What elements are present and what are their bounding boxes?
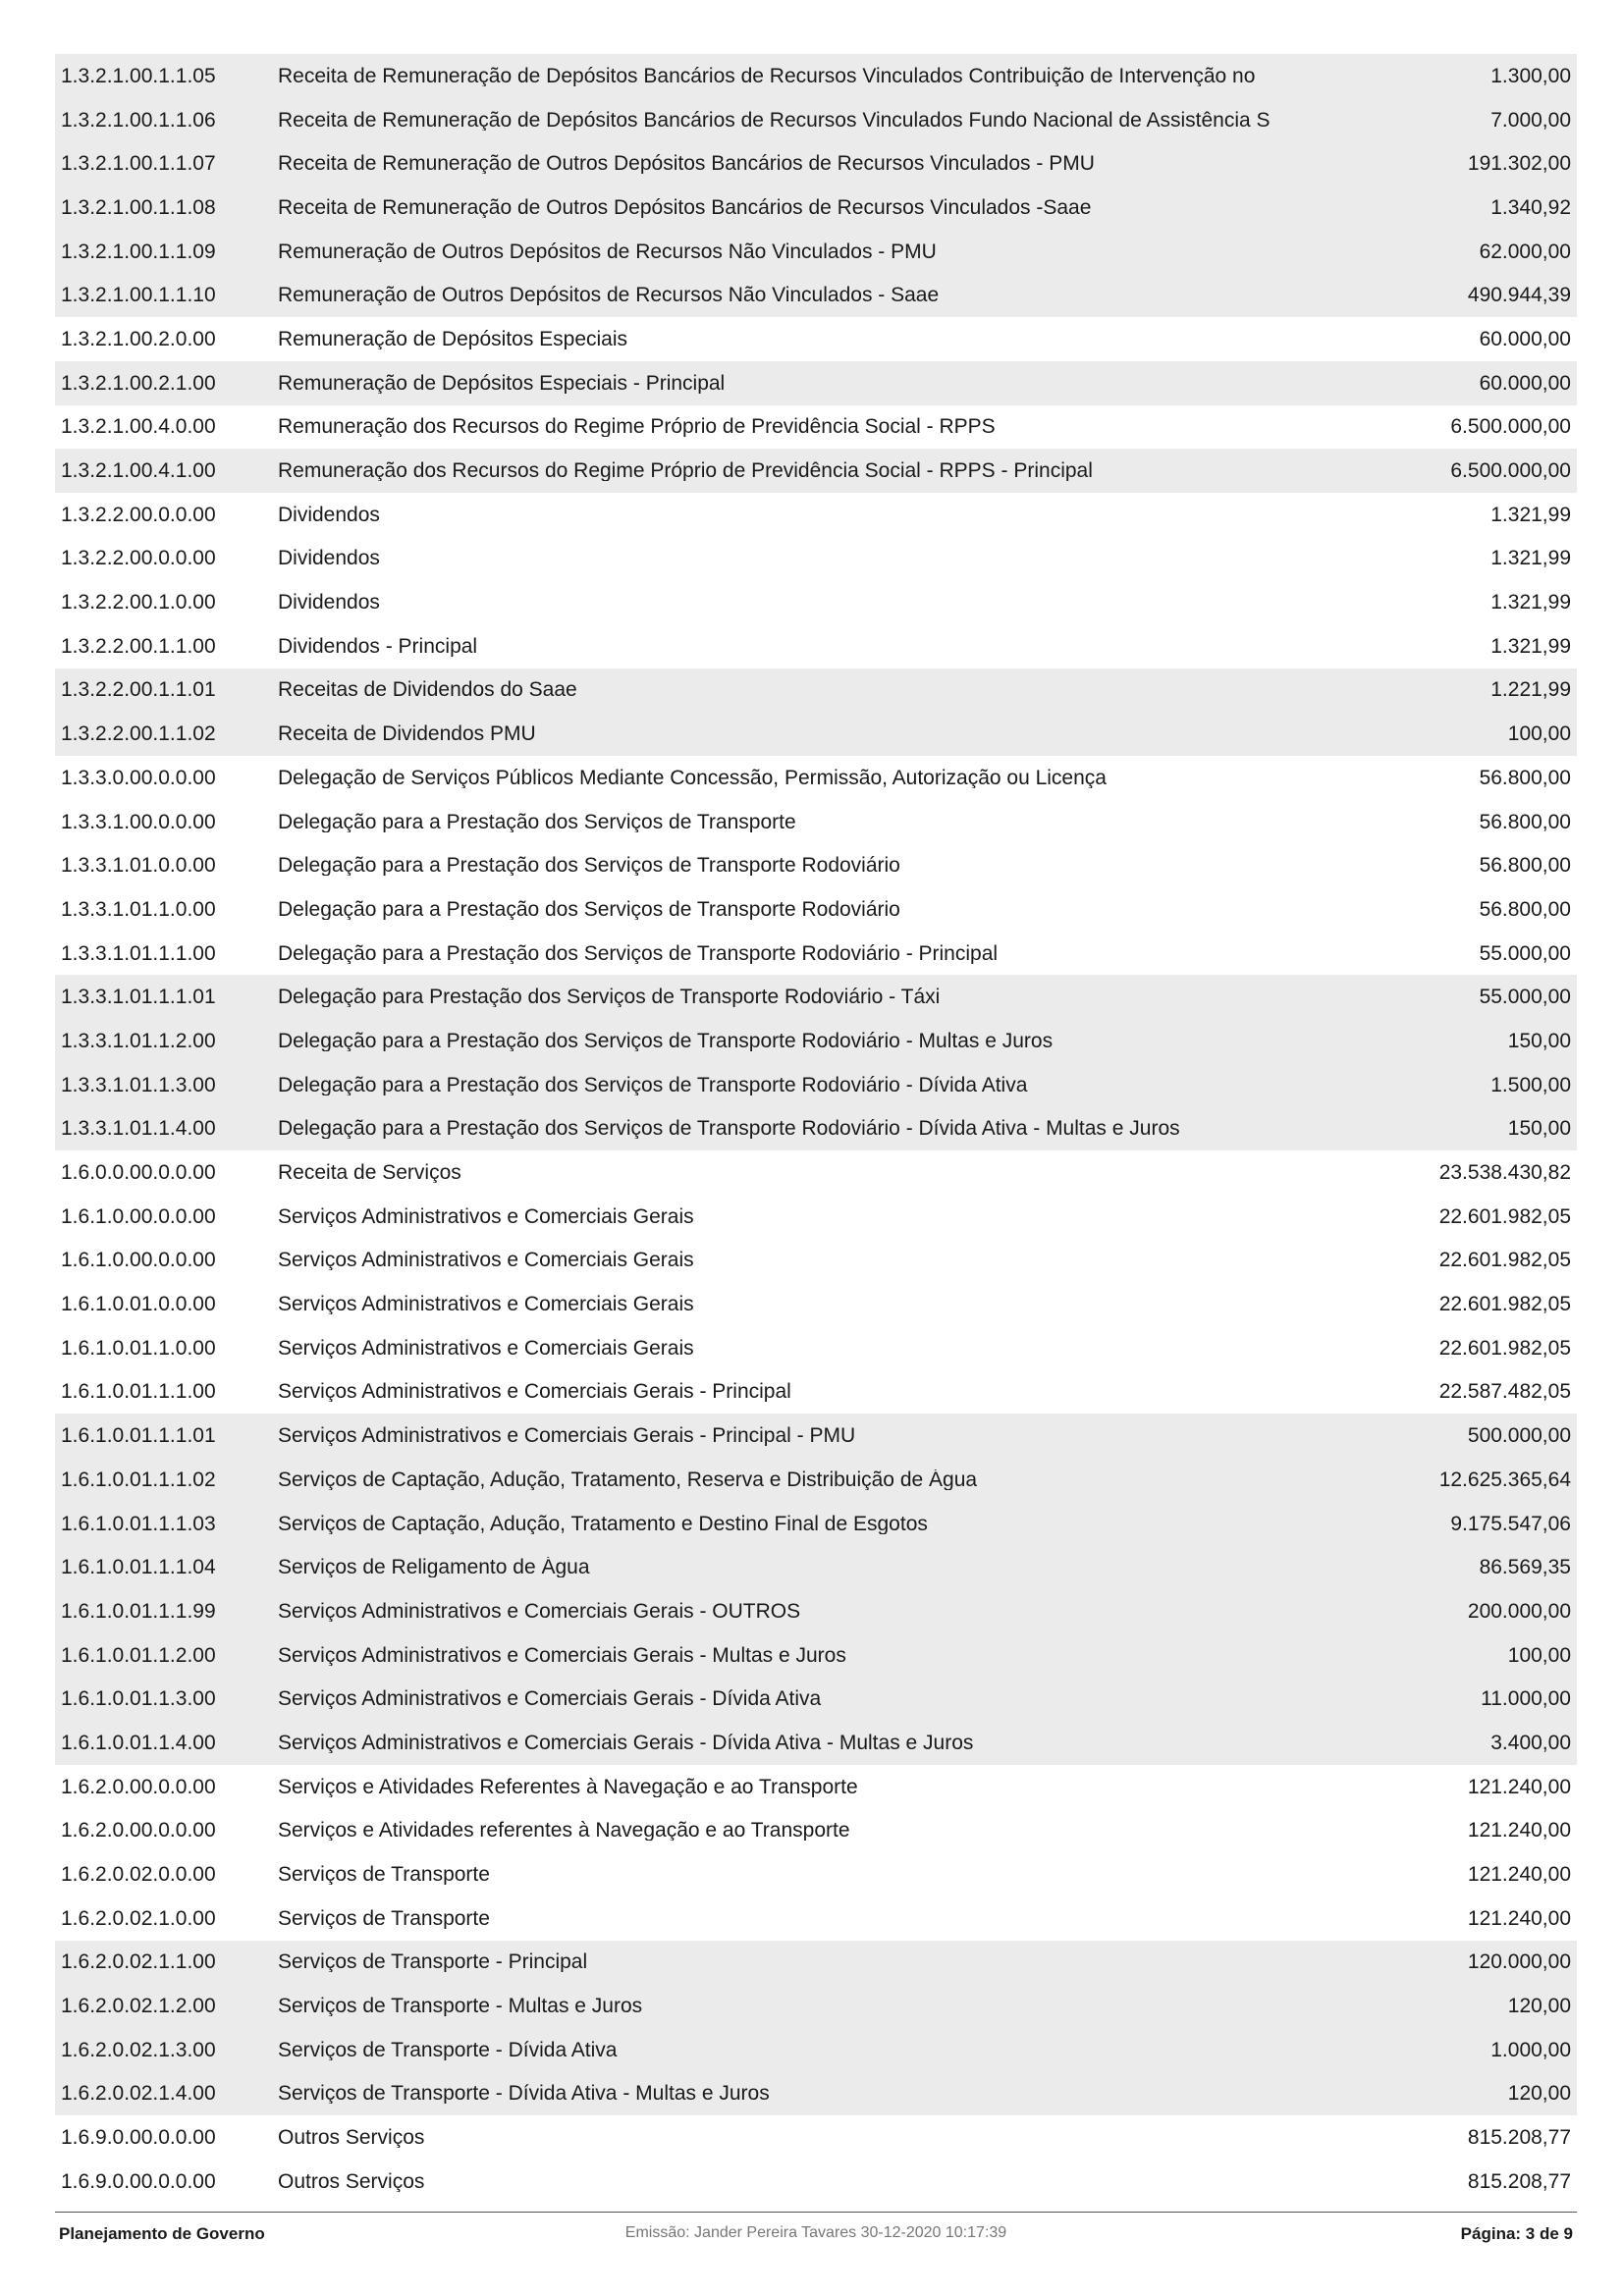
account-code: 1.3.3.1.01.1.0.00: [61, 897, 216, 921]
table-row: [55, 273, 1577, 317]
account-description: Serviços Administrativos e Comerciais Gerais: [278, 1337, 694, 1359]
account-value: 120,00: [1507, 1995, 1571, 2018]
account-description: Serviços de Transporte - Dívida Ativa: [278, 2039, 618, 2060]
table-row: [55, 975, 1577, 1019]
account-value: 1.321,99: [1490, 503, 1571, 526]
account-value: 1.500,00: [1490, 1073, 1571, 1096]
page-footer: [55, 2224, 1577, 2248]
account-code: 1.6.1.0.01.1.1.03: [61, 1512, 216, 1535]
account-code: 1.3.2.2.00.1.1.01: [61, 678, 216, 702]
account-value: 1.000,00: [1490, 2038, 1571, 2061]
account-description: Delegação para a Prestação dos Serviços de Transporte Rodoviário: [278, 898, 900, 920]
table-row: [55, 1896, 1577, 1941]
account-code: 1.3.2.1.00.2.1.00: [61, 371, 216, 395]
account-code: 1.6.2.0.00.0.0.00: [61, 1775, 216, 1798]
table-row: [55, 1195, 1577, 1239]
account-value: 60.000,00: [1479, 371, 1571, 395]
table-row: [55, 1414, 1577, 1458]
table-row: [55, 1809, 1577, 1853]
account-value: 191.302,00: [1467, 152, 1571, 176]
account-value: 121.240,00: [1467, 1863, 1571, 1887]
account-value: 500.000,00: [1467, 1424, 1571, 1448]
account-description: Serviços de Religamento de Água: [278, 1557, 590, 1578]
account-value: 22.601.982,05: [1438, 1336, 1571, 1360]
table-row: [55, 98, 1577, 142]
account-value: 6.500.000,00: [1450, 415, 1571, 439]
account-value: 1.321,99: [1490, 547, 1571, 570]
account-code: 1.3.2.2.00.0.0.00: [61, 503, 216, 526]
account-description: Outros Serviços: [278, 2170, 425, 2192]
account-value: 100,00: [1507, 722, 1571, 746]
table-row: [55, 1852, 1577, 1896]
account-value: 150,00: [1507, 1029, 1571, 1052]
account-description: Remuneração dos Recursos do Regime Próprio de Previdência Social - RPPS: [278, 416, 996, 438]
account-code: 1.6.1.0.01.1.1.99: [61, 1599, 216, 1623]
revenue-table: [55, 54, 1577, 2204]
account-value: 1.321,99: [1490, 591, 1571, 614]
account-value: 12.625.365,64: [1438, 1468, 1571, 1491]
table-row: [55, 624, 1577, 668]
account-value: 1.221,99: [1490, 678, 1571, 702]
account-code: 1.6.2.0.02.1.0.00: [61, 1906, 216, 1930]
account-value: 1.340,92: [1490, 195, 1571, 219]
account-description: Delegação para a Prestação dos Serviços de Transporte Rodoviário - Dívida Ativa - Multas e Juros: [278, 1118, 1180, 1140]
account-code: 1.3.2.1.00.4.1.00: [61, 459, 216, 483]
account-value: 121.240,00: [1467, 1906, 1571, 1930]
account-value: 22.601.982,05: [1438, 1293, 1571, 1316]
table-row: [55, 2160, 1577, 2204]
account-value: 22.601.982,05: [1438, 1249, 1571, 1272]
table-row: [55, 317, 1577, 361]
account-value: 56.800,00: [1479, 897, 1571, 921]
account-code: 1.6.1.0.01.1.1.02: [61, 1468, 216, 1491]
account-value: 62.000,00: [1479, 240, 1571, 263]
account-description: Dividendos: [278, 548, 380, 569]
account-description: Serviços Administrativos e Comerciais Gerais - OUTROS: [278, 1600, 801, 1622]
account-code: 1.3.2.1.00.1.1.08: [61, 195, 216, 219]
account-code: 1.3.3.1.01.1.2.00: [61, 1029, 216, 1052]
table-row: [55, 1677, 1577, 1721]
account-value: 120,00: [1507, 2082, 1571, 2106]
account-code: 1.6.1.0.01.1.0.00: [61, 1336, 216, 1360]
account-description: Dividendos: [278, 592, 380, 614]
table-row: [55, 1941, 1577, 1985]
table-row: [55, 2028, 1577, 2072]
account-value: 120.000,00: [1467, 1950, 1571, 1974]
table-row: [55, 668, 1577, 713]
account-value: 22.601.982,05: [1438, 1204, 1571, 1228]
account-value: 490.944,39: [1467, 284, 1571, 307]
account-value: 22.587.482,05: [1438, 1380, 1571, 1404]
account-description: Remuneração de Depósitos Especiais - Principal: [278, 372, 726, 394]
table-row: [55, 1545, 1577, 1589]
account-code: 1.6.2.0.00.0.0.00: [61, 1819, 216, 1842]
account-value: 1.321,99: [1490, 634, 1571, 658]
account-value: 150,00: [1507, 1117, 1571, 1141]
account-value: 815.208,77: [1467, 2169, 1571, 2193]
account-code: 1.6.2.0.02.1.1.00: [61, 1950, 216, 1974]
account-value: 200.000,00: [1467, 1599, 1571, 1623]
account-value: 3.400,00: [1490, 1731, 1571, 1754]
account-value: 60.000,00: [1479, 327, 1571, 350]
account-description: Remuneração dos Recursos do Regime Próprio de Previdência Social - RPPS - Principal: [278, 460, 1093, 482]
account-description: Serviços Administrativos e Comerciais Gerais - Multas e Juros: [278, 1644, 846, 1666]
table-row: [55, 141, 1577, 186]
account-value: 7.000,00: [1490, 108, 1571, 132]
account-code: 1.6.2.0.02.1.2.00: [61, 1995, 216, 2018]
account-code: 1.6.9.0.00.0.0.00: [61, 2126, 216, 2150]
account-code: 1.6.1.0.00.0.0.00: [61, 1249, 216, 1272]
table-row: [55, 2115, 1577, 2160]
account-code: 1.6.9.0.00.0.0.00: [61, 2169, 216, 2193]
account-code: 1.6.1.0.01.1.1.00: [61, 1380, 216, 1404]
account-description: Receita de Dividendos PMU: [278, 723, 536, 745]
table-row: [55, 54, 1577, 98]
account-code: 1.3.2.1.00.1.1.06: [61, 108, 216, 132]
account-description: Serviços Administrativos e Comerciais Gerais - Dívida Ativa - Multas e Juros: [278, 1732, 974, 1753]
account-description: Remuneração de Outros Depósitos de Recursos Não Vinculados - PMU: [278, 240, 937, 262]
account-description: Remuneração de Depósitos Especiais: [278, 328, 628, 349]
table-row: [55, 887, 1577, 932]
account-description: Receitas de Dividendos do Saae: [278, 679, 577, 701]
account-description: Outros Serviços: [278, 2127, 425, 2149]
account-value: 100,00: [1507, 1643, 1571, 1667]
account-description: Delegação para a Prestação dos Serviços de Transporte Rodoviário - Multas e Juros: [278, 1030, 1054, 1051]
table-row: [55, 756, 1577, 800]
account-code: 1.3.3.0.00.0.0.00: [61, 766, 216, 789]
account-value: 11.000,00: [1481, 1687, 1571, 1711]
account-value: 23.538.430,82: [1438, 1161, 1571, 1185]
table-row: [55, 932, 1577, 976]
account-code: 1.6.2.0.02.1.4.00: [61, 2082, 216, 2106]
table-row: [55, 1765, 1577, 1809]
table-row: [55, 186, 1577, 230]
table-row: [55, 537, 1577, 581]
footer-emission-info: Emissão: Jander Pereira Tavares 30-12-2020 10:17:39: [624, 2224, 1007, 2241]
account-value: 6.500.000,00: [1450, 459, 1571, 483]
account-description: Receita de Remuneração de Outros Depósitos Bancários de Recursos Vinculados -Saae: [278, 196, 1092, 218]
table-row: [55, 1370, 1577, 1415]
table-row: [55, 1239, 1577, 1283]
table-row: [55, 1502, 1577, 1546]
account-description: Serviços de Transporte - Principal: [278, 1951, 588, 1973]
account-code: 1.3.2.1.00.4.0.00: [61, 415, 216, 439]
account-code: 1.3.3.1.00.0.0.00: [61, 810, 216, 833]
table-row: [55, 712, 1577, 756]
account-description: Remuneração de Outros Depósitos de Recursos Não Vinculados - Saae: [278, 285, 940, 306]
account-description: Serviços de Transporte - Dívida Ativa - Multas e Juros: [278, 2083, 770, 2105]
account-code: 1.3.2.2.00.1.1.00: [61, 634, 216, 658]
table-row: [55, 1019, 1577, 1063]
table-row: [55, 1282, 1577, 1326]
account-description: Serviços de Transporte: [278, 1907, 490, 1929]
account-description: Serviços Administrativos e Comerciais Gerais - Dívida Ativa: [278, 1688, 822, 1710]
table-row: [55, 493, 1577, 537]
account-description: Serviços e Atividades Referentes à Navegação e ao Transporte: [278, 1776, 858, 1797]
table-row: [55, 1107, 1577, 1151]
account-code: 1.6.1.0.01.1.1.01: [61, 1424, 216, 1448]
table-row: [55, 1326, 1577, 1370]
account-code: 1.3.2.1.00.1.1.10: [61, 284, 216, 307]
account-description: Delegação para a Prestação dos Serviços de Transporte Rodoviário - Dívida Ativa: [278, 1074, 1028, 1095]
account-value: 56.800,00: [1479, 766, 1571, 789]
account-code: 1.6.1.0.01.1.2.00: [61, 1643, 216, 1667]
account-code: 1.6.1.0.01.1.4.00: [61, 1731, 216, 1754]
account-value: 55.000,00: [1479, 986, 1571, 1009]
account-description: Receita de Remuneração de Outros Depósitos Bancários de Recursos Vinculados - PMU: [278, 153, 1095, 175]
table-row: [55, 843, 1577, 887]
account-description: Serviços e Atividades referentes à Navegação e ao Transporte: [278, 1820, 850, 1842]
account-value: 56.800,00: [1479, 854, 1571, 878]
table-row: [55, 230, 1577, 274]
table-row: [55, 2072, 1577, 2116]
table-row: [55, 1063, 1577, 1107]
account-code: 1.6.0.0.00.0.0.00: [61, 1161, 216, 1185]
account-description: Serviços de Transporte - Multas e Juros: [278, 1996, 643, 2017]
account-description: Receita de Remuneração de Depósitos Bancários de Recursos Vinculados Fundo Nacional de Assistência S: [278, 109, 1271, 131]
table-row: [55, 1633, 1577, 1678]
account-code: 1.6.1.0.01.0.0.00: [61, 1293, 216, 1316]
account-code: 1.3.3.1.01.1.4.00: [61, 1117, 216, 1141]
account-description: Serviços de Transporte: [278, 1864, 490, 1886]
account-description: Serviços de Captação, Adução, Tratamento, Reserva e Distribuição de Água: [278, 1468, 978, 1490]
account-code: 1.6.1.0.01.1.3.00: [61, 1687, 216, 1711]
account-code: 1.3.3.1.01.0.0.00: [61, 854, 216, 878]
account-code: 1.3.3.1.01.1.1.00: [61, 941, 216, 965]
footer-divider: [55, 2212, 1577, 2213]
account-code: 1.3.3.1.01.1.3.00: [61, 1073, 216, 1096]
account-code: 1.3.2.1.00.1.1.05: [61, 64, 216, 87]
account-description: Delegação de Serviços Públicos Mediante Concessão, Permissão, Autorização ou Licença: [278, 767, 1107, 788]
table-row: [55, 1984, 1577, 2028]
table-row: [55, 1589, 1577, 1633]
account-code: 1.3.3.1.01.1.1.01: [61, 986, 216, 1009]
account-value: 815.208,77: [1467, 2126, 1571, 2150]
footer-page-number: Página: 3 de 9: [1460, 2224, 1573, 2243]
account-description: Receita de Serviços: [278, 1162, 461, 1184]
account-code: 1.3.2.2.00.0.0.00: [61, 547, 216, 570]
account-value: 55.000,00: [1479, 941, 1571, 965]
account-value: 121.240,00: [1467, 1775, 1571, 1798]
table-row: [55, 1458, 1577, 1502]
account-description: Serviços Administrativos e Comerciais Gerais - Principal - PMU: [278, 1425, 856, 1447]
account-description: Delegação para a Prestação dos Serviços de Transporte Rodoviário: [278, 855, 900, 877]
table-row: [55, 405, 1577, 450]
account-description: Serviços Administrativos e Comerciais Gerais - Principal: [278, 1381, 791, 1403]
account-value: 121.240,00: [1467, 1819, 1571, 1842]
account-description: Serviços Administrativos e Comerciais Gerais: [278, 1205, 694, 1227]
account-description: Serviços Administrativos e Comerciais Gerais: [278, 1294, 694, 1315]
account-code: 1.3.2.2.00.1.0.00: [61, 591, 216, 614]
account-value: 86.569,35: [1479, 1556, 1571, 1579]
table-row: [55, 800, 1577, 844]
account-code: 1.3.2.1.00.1.1.09: [61, 240, 216, 263]
table-row: [55, 580, 1577, 624]
table-row: [55, 361, 1577, 405]
account-description: Delegação para Prestação dos Serviços de Transporte Rodoviário - Táxi: [278, 987, 941, 1008]
account-code: 1.3.2.2.00.1.1.02: [61, 722, 216, 746]
account-code: 1.6.2.0.02.1.3.00: [61, 2038, 216, 2061]
account-code: 1.3.2.1.00.2.0.00: [61, 327, 216, 350]
footer-org-name: Planejamento de Governo: [59, 2224, 265, 2243]
table-row: [55, 1150, 1577, 1195]
account-description: Delegação para a Prestação dos Serviços de Transporte: [278, 811, 796, 832]
account-value: 9.175.547,06: [1450, 1512, 1571, 1535]
account-description: Dividendos: [278, 504, 380, 525]
account-description: Serviços de Captação, Adução, Tratamento e Destino Final de Esgotos: [278, 1513, 928, 1534]
account-description: Serviços Administrativos e Comerciais Gerais: [278, 1250, 694, 1271]
account-code: 1.6.2.0.02.0.0.00: [61, 1863, 216, 1887]
account-description: Dividendos - Principal: [278, 635, 478, 657]
account-description: Receita de Remuneração de Depósitos Bancários de Recursos Vinculados Contribuição de Intervenção no: [278, 65, 1256, 86]
account-code: 1.6.1.0.00.0.0.00: [61, 1204, 216, 1228]
table-row: [55, 1721, 1577, 1765]
account-value: 1.300,00: [1490, 64, 1571, 87]
table-row: [55, 449, 1577, 493]
account-description: Delegação para a Prestação dos Serviços de Transporte Rodoviário - Principal: [278, 942, 999, 964]
account-code: 1.3.2.1.00.1.1.07: [61, 152, 216, 176]
account-code: 1.6.1.0.01.1.1.04: [61, 1556, 216, 1579]
account-value: 56.800,00: [1479, 810, 1571, 833]
